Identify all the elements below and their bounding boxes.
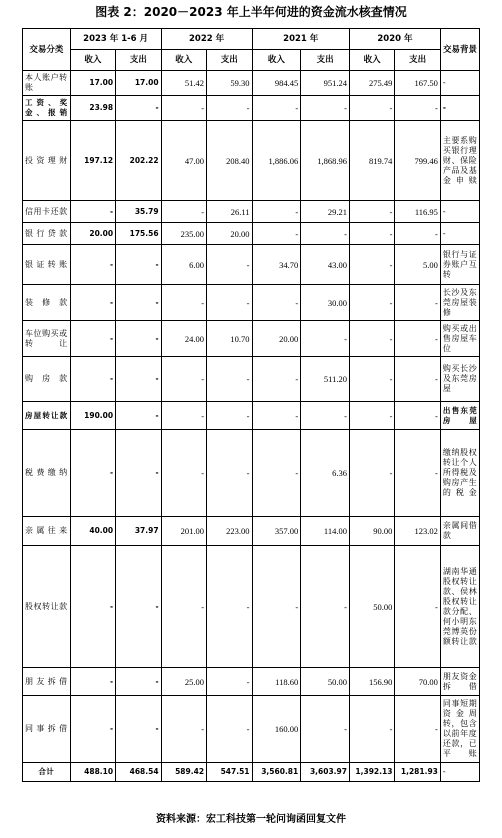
expense-cell: 3,603.97: [301, 763, 350, 782]
figure-title: 图表 2：2020－2023 年上半年何进的资金流水核查情况: [95, 5, 407, 19]
header-period-2021: 2021 年: [252, 29, 349, 50]
income-cell: 235.00: [161, 223, 206, 245]
income-cell: 197.12: [70, 121, 115, 201]
header-income: 收入: [70, 50, 115, 71]
expense-cell: -: [395, 430, 440, 517]
header-expense: 支出: [395, 50, 440, 71]
expense-cell: 35.79: [116, 201, 161, 223]
category-cell: 银行贷款: [23, 223, 71, 245]
income-cell: -: [70, 245, 115, 285]
income-cell: 819.74: [349, 121, 394, 201]
category-cell: 亲属往来: [23, 517, 71, 546]
category-cell: 本人账户转账: [23, 71, 71, 96]
income-cell: -: [349, 357, 394, 402]
header-expense: 支出: [116, 50, 161, 71]
income-cell: -: [349, 223, 394, 245]
income-cell: 488.10: [70, 763, 115, 782]
income-cell: -: [161, 96, 206, 121]
category-cell: 同事拆借: [23, 696, 71, 763]
note-cell: 购买或出售房屋车位: [440, 321, 479, 357]
category-cell: 工资、奖金、报销: [23, 96, 71, 121]
income-cell: -: [349, 245, 394, 285]
header-category: 交易分类: [23, 29, 71, 71]
note-cell: -: [440, 71, 479, 96]
income-cell: -: [252, 430, 301, 517]
expense-cell: -: [207, 546, 252, 668]
income-cell: 156.90: [349, 668, 394, 696]
income-cell: 34.70: [252, 245, 301, 285]
expense-cell: 1,281.93: [395, 763, 440, 782]
income-cell: 118.60: [252, 668, 301, 696]
expense-cell: 547.51: [207, 763, 252, 782]
income-cell: 20.00: [252, 321, 301, 357]
category-cell: 合计: [23, 763, 71, 782]
income-cell: -: [349, 696, 394, 763]
expense-cell: -: [116, 357, 161, 402]
income-cell: -: [349, 402, 394, 430]
note-cell: 购买长沙及东莞房屋: [440, 357, 479, 402]
note-cell: 朋友资金拆借: [440, 668, 479, 696]
expense-cell: -: [116, 321, 161, 357]
expense-cell: -: [395, 357, 440, 402]
header-income: 收入: [252, 50, 301, 71]
category-cell: 股权转让款: [23, 546, 71, 668]
income-cell: -: [161, 285, 206, 321]
expense-cell: -: [207, 245, 252, 285]
income-cell: -: [252, 223, 301, 245]
income-cell: 1,886.06: [252, 121, 301, 201]
expense-cell: 5.00: [395, 245, 440, 285]
table-row: [23, 96, 480, 121]
note-cell: 湖南华通股权转让款、侯林股权转让款分配、何小明东莞博英份额转让款: [440, 546, 479, 668]
expense-cell: 30.00: [301, 285, 350, 321]
income-cell: 25.00: [161, 668, 206, 696]
income-cell: -: [349, 321, 394, 357]
expense-cell: -: [395, 546, 440, 668]
income-cell: -: [161, 201, 206, 223]
table-row: [23, 285, 480, 321]
table-row: [23, 245, 480, 285]
income-cell: 275.49: [349, 71, 394, 96]
income-cell: 3,560.81: [252, 763, 301, 782]
income-cell: 190.00: [70, 402, 115, 430]
category-cell: 信用卡还款: [23, 201, 71, 223]
income-cell: -: [70, 546, 115, 668]
source-note: 资料来源：宏工科技第一轮问询函回复文件: [156, 814, 346, 825]
income-cell: -: [70, 430, 115, 517]
expense-cell: 223.00: [207, 517, 252, 546]
expense-cell: -: [116, 402, 161, 430]
expense-cell: -: [207, 668, 252, 696]
expense-cell: -: [395, 321, 440, 357]
table-row: [23, 223, 480, 245]
expense-cell: 10.70: [207, 321, 252, 357]
table-row-total: [23, 763, 480, 782]
note-cell: 同事短期资金周转，包含以前年度还款，已平账: [440, 696, 479, 763]
note-cell: 缴纳股权转让个人所得税及购房产生的税金: [440, 430, 479, 517]
expense-cell: -: [395, 223, 440, 245]
note-cell: 银行与证券账户互转: [440, 245, 479, 285]
table-row: [23, 517, 480, 546]
expense-cell: -: [116, 285, 161, 321]
income-cell: 6.00: [161, 245, 206, 285]
note-cell: -: [440, 223, 479, 245]
category-cell: 车位购买或转让: [23, 321, 71, 357]
expense-cell: -: [395, 285, 440, 321]
income-cell: -: [252, 201, 301, 223]
expense-cell: 37.97: [116, 517, 161, 546]
table-row: [23, 201, 480, 223]
income-cell: -: [70, 201, 115, 223]
income-cell: 40.00: [70, 517, 115, 546]
income-cell: -: [161, 402, 206, 430]
expense-cell: 799.46: [395, 121, 440, 201]
expense-cell: -: [116, 546, 161, 668]
income-cell: -: [70, 696, 115, 763]
header-income: 收入: [161, 50, 206, 71]
expense-cell: 116.95: [395, 201, 440, 223]
category-cell: 税费缴纳: [23, 430, 71, 517]
table-row: [23, 71, 480, 96]
income-cell: -: [252, 96, 301, 121]
expense-cell: 175.56: [116, 223, 161, 245]
category-cell: 装修款: [23, 285, 71, 321]
income-cell: -: [70, 357, 115, 402]
income-cell: -: [349, 96, 394, 121]
expense-cell: -: [116, 96, 161, 121]
expense-cell: -: [207, 285, 252, 321]
category-cell: 朋友拆借: [23, 668, 71, 696]
income-cell: 47.00: [161, 121, 206, 201]
category-cell: 房屋转让款: [23, 402, 71, 430]
note-cell: 亲属间借款: [440, 517, 479, 546]
expense-cell: 50.00: [301, 668, 350, 696]
table-row: [23, 357, 480, 402]
note-cell: 长沙及东莞房屋装修: [440, 285, 479, 321]
expense-cell: 17.00: [116, 71, 161, 96]
income-cell: -: [349, 201, 394, 223]
expense-cell: 468.54: [116, 763, 161, 782]
income-cell: 984.45: [252, 71, 301, 96]
header-expense: 支出: [207, 50, 252, 71]
table-row: [23, 321, 480, 357]
table-row: [23, 696, 480, 763]
expense-cell: -: [395, 696, 440, 763]
income-cell: 90.00: [349, 517, 394, 546]
income-cell: 160.00: [252, 696, 301, 763]
income-cell: 20.00: [70, 223, 115, 245]
table-body: [23, 71, 480, 782]
table-row: [23, 668, 480, 696]
expense-cell: -: [301, 223, 350, 245]
header-income: 收入: [349, 50, 394, 71]
income-cell: -: [349, 285, 394, 321]
expense-cell: 202.22: [116, 121, 161, 201]
income-cell: 201.00: [161, 517, 206, 546]
income-cell: 23.98: [70, 96, 115, 121]
expense-cell: 1,868.96: [301, 121, 350, 201]
note-cell: 出售东莞房屋: [440, 402, 479, 430]
note-cell: 主要系购买银行理财、保险产品及基金申赎: [440, 121, 479, 201]
income-cell: -: [349, 430, 394, 517]
expense-cell: -: [301, 402, 350, 430]
income-cell: 17.00: [70, 71, 115, 96]
header-note: 交易背景: [440, 29, 479, 71]
expense-cell: -: [207, 96, 252, 121]
expense-cell: -: [116, 245, 161, 285]
table-row: [23, 430, 480, 517]
cash-flow-table: [22, 28, 480, 782]
income-cell: -: [252, 285, 301, 321]
income-cell: -: [70, 321, 115, 357]
expense-cell: 123.02: [395, 517, 440, 546]
income-cell: 50.00: [349, 546, 394, 668]
expense-cell: -: [395, 402, 440, 430]
expense-cell: -: [116, 430, 161, 517]
expense-cell: -: [301, 546, 350, 668]
expense-cell: 114.00: [301, 517, 350, 546]
expense-cell: 951.24: [301, 71, 350, 96]
income-cell: -: [161, 696, 206, 763]
expense-cell: -: [116, 696, 161, 763]
expense-cell: -: [207, 357, 252, 402]
table-row: [23, 402, 480, 430]
note-cell: -: [440, 201, 479, 223]
header-period-2020: 2020 年: [349, 29, 440, 50]
income-cell: -: [252, 357, 301, 402]
header-period-2023h1: 2023 年 1-6 月: [70, 29, 161, 50]
income-cell: -: [70, 668, 115, 696]
income-cell: -: [161, 430, 206, 517]
expense-cell: -: [301, 321, 350, 357]
note-cell: -: [440, 96, 479, 121]
expense-cell: 20.00: [207, 223, 252, 245]
expense-cell: -: [207, 430, 252, 517]
expense-cell: -: [207, 402, 252, 430]
note-cell: -: [440, 763, 479, 782]
income-cell: -: [252, 546, 301, 668]
income-cell: 51.42: [161, 71, 206, 96]
expense-cell: 59.30: [207, 71, 252, 96]
expense-cell: -: [301, 96, 350, 121]
income-cell: -: [161, 546, 206, 668]
income-cell: -: [252, 402, 301, 430]
income-cell: -: [161, 357, 206, 402]
category-cell: 银证转账: [23, 245, 71, 285]
income-cell: 357.00: [252, 517, 301, 546]
table-row: [23, 121, 480, 201]
expense-cell: 43.00: [301, 245, 350, 285]
header-expense: 支出: [301, 50, 350, 71]
expense-cell: -: [116, 668, 161, 696]
expense-cell: -: [301, 696, 350, 763]
expense-cell: 167.50: [395, 71, 440, 96]
income-cell: 1,392.13: [349, 763, 394, 782]
expense-cell: 29.21: [301, 201, 350, 223]
expense-cell: 26.11: [207, 201, 252, 223]
expense-cell: 70.00: [395, 668, 440, 696]
income-cell: 589.42: [161, 763, 206, 782]
expense-cell: 208.40: [207, 121, 252, 201]
expense-cell: 511.20: [301, 357, 350, 402]
header-period-2022: 2022 年: [161, 29, 252, 50]
income-cell: 24.00: [161, 321, 206, 357]
category-cell: 购房款: [23, 357, 71, 402]
expense-cell: 6.36: [301, 430, 350, 517]
expense-cell: -: [395, 96, 440, 121]
income-cell: -: [70, 285, 115, 321]
expense-cell: -: [207, 696, 252, 763]
table-row: [23, 546, 480, 668]
category-cell: 投资理财: [23, 121, 71, 201]
